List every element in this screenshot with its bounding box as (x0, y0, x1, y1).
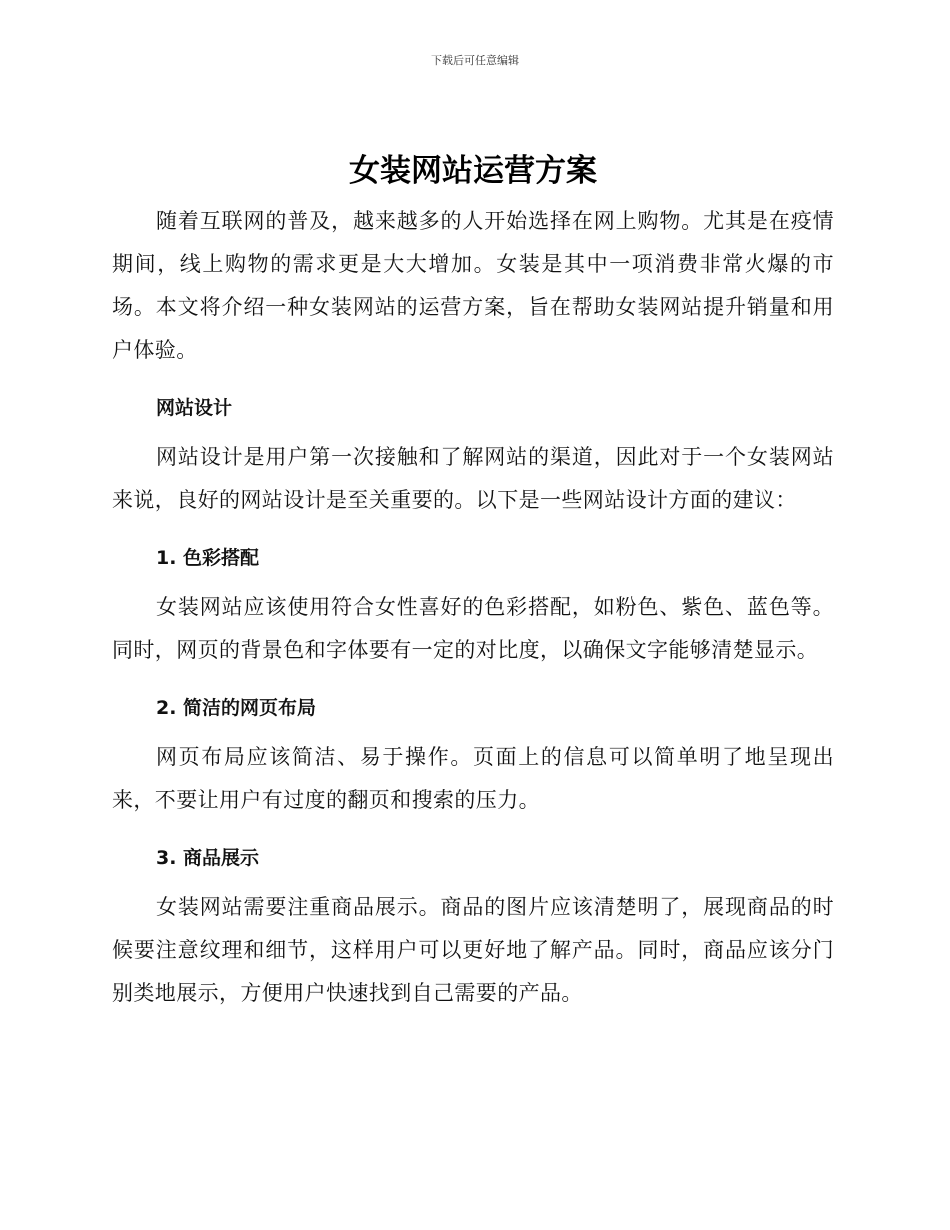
item-heading-color-scheme: 1. 色彩搭配 (156, 547, 260, 569)
item-heading-simple-layout: 2. 简洁的网页布局 (156, 697, 317, 719)
document-body (112, 148, 834, 1015)
product-display-paragraph: 女装网站需要注重商品展示。商品的图片应该清楚明了，展现商品的时候要注意纹理和细节，这样用户可以更好地了解产品。同时，商品应该分门别类地展示，方便用户快速找到自己需要的产品。 (112, 895, 834, 1005)
section-heading-website-design: 网站设计 (156, 397, 233, 419)
intro-paragraph: 随着互联网的普及，越来越多的人开始选择在网上购物。尤其是在疫情期间，线上购物的需求更是大大增加。女装是其中一项消费非常火爆的市场。本文将介绍一种女装网站的运营方案，旨在帮助女装网站提升销量和用户体验。 (112, 209, 834, 362)
simple-layout-paragraph: 网页布局应该简洁、易于操作。页面上的信息可以简单明了地呈现出来，不要让用户有过度的翻页和搜索的压力。 (112, 745, 834, 812)
website-design-paragraph: 网站设计是用户第一次接触和了解网站的渠道，因此对于一个女装网站来说，良好的网站设计是至关重要的。以下是一些网站设计方面的建议： (112, 445, 834, 512)
document-title: 女装网站运营方案 (349, 153, 597, 189)
item-heading-product-display: 3. 商品展示 (156, 847, 260, 869)
color-scheme-paragraph: 女装网站应该使用符合女性喜好的色彩搭配，如粉色、紫色、蓝色等。同时，网页的背景色和字体要有一定的对比度，以确保文字能够清楚显示。 (112, 595, 834, 662)
page-header-note: 下载后可任意编辑 (431, 54, 519, 67)
